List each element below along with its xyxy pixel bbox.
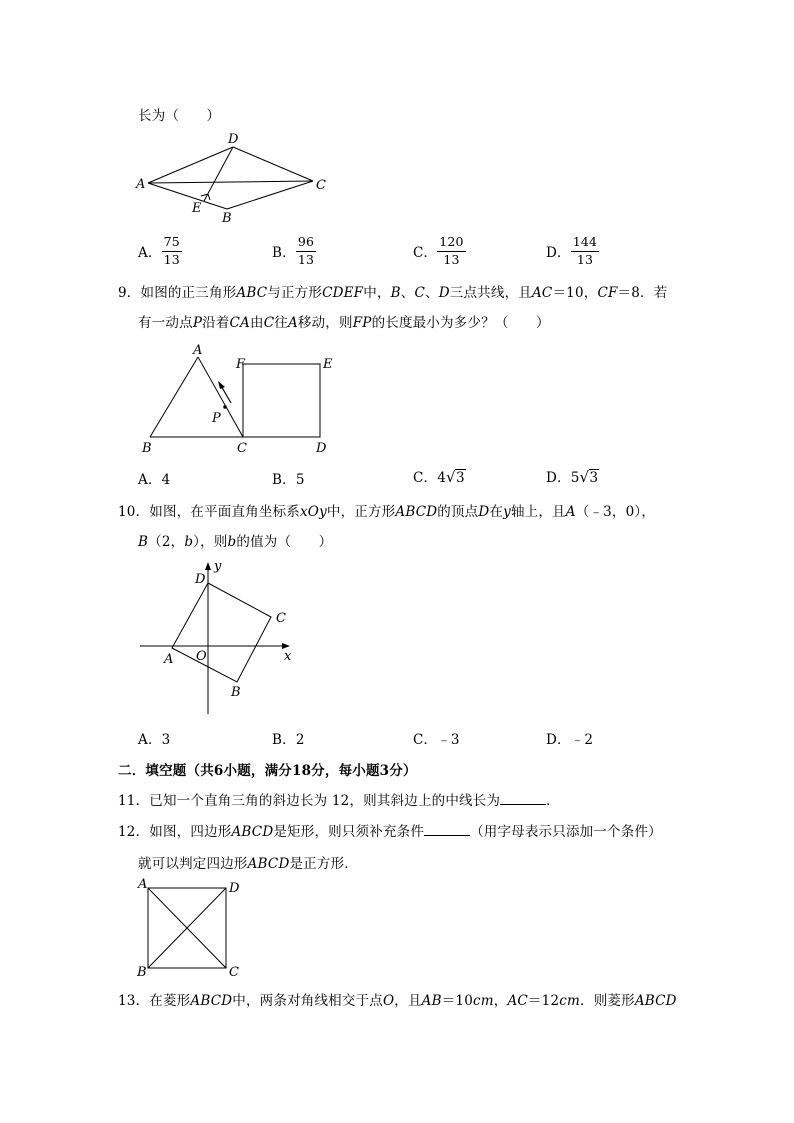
q10-option-a: A．3 (138, 732, 171, 748)
line-de (204, 147, 233, 201)
q13-text: 13．在菱形ABCD中，两条对角线相交于点O，且AB＝10cm，AC＝12cm．则菱形ABCD (118, 993, 677, 1009)
q10-line1: 10．如图，在平面直角坐标系xOy中，正方形ABCD的顶点D在y轴上，且A（﹣3，0）， (118, 504, 656, 520)
q10-option-b: B．2 (272, 732, 305, 748)
label-c: C (237, 441, 247, 456)
q10-option-d: D．﹣2 (546, 732, 594, 748)
q11-text: 11．已知一个直角三角的斜边长为 12，则其斜边上的中线长为 ． (118, 793, 560, 809)
label-b: B (231, 685, 241, 700)
line-cb (227, 181, 313, 209)
q8-tail-text: 长为（ ） (138, 108, 221, 124)
q9-option-c: C．4 √ 3 (413, 468, 465, 486)
q9-line2: 有一动点P沿着CA由C往A移动，则FP的长度最小为多少？（ ） (138, 315, 550, 331)
label-a: A (193, 343, 203, 358)
label-d: D (228, 132, 239, 147)
q8-figure (130, 128, 340, 228)
label-b: B (222, 211, 232, 226)
q10-figure (136, 556, 306, 721)
square-abcd (172, 583, 271, 682)
q8-option-a: A． $\frac{75}{13}$ (138, 234, 180, 267)
label-c: C (276, 611, 286, 626)
arrow-head (218, 381, 225, 389)
q9-option-d: D．5 √ 3 (546, 468, 599, 486)
line-ad (148, 147, 233, 183)
q12-line1: 12．如图，四边形ABCD是矩形，则只须补充条件 （用字母表示只添加一个条件） (118, 824, 662, 840)
q10-option-c: C．﹣3 (413, 732, 460, 748)
q8-option-b: B． $\frac{96}{13}$ (272, 234, 315, 267)
point-p (223, 405, 227, 409)
section-heading-fill-in: 二．填空题（共6小题，满分18分，每小题3分） (118, 763, 417, 779)
line-dc (233, 147, 313, 181)
q9-figure (136, 340, 346, 460)
line-ba (148, 183, 227, 209)
label-c: C (229, 965, 239, 980)
q10-line2: B（2，b），则b的值为（ ） (138, 534, 333, 550)
label-p: P (212, 411, 221, 426)
label-a: A (138, 877, 148, 892)
label-c: C (316, 178, 326, 193)
y-axis-arrow (205, 562, 211, 570)
label-e: E (192, 201, 202, 216)
q9-line1: 9．如图的正三角形ABC与正方形CDEF中，B、C、D三点共线，且AC＝10，CF＝8．若 (118, 285, 668, 301)
line-ac (148, 181, 313, 183)
label-b: B (142, 441, 152, 456)
q12-figure (134, 874, 254, 980)
q12-answer-blank (424, 823, 470, 836)
label-a: A (164, 652, 174, 667)
label-b: B (137, 965, 147, 980)
label-d: D (229, 881, 240, 896)
label-d: D (195, 572, 206, 587)
label-e: E (323, 357, 333, 372)
label-y: y (214, 559, 222, 574)
q11-answer-blank (500, 792, 546, 805)
line-ab (150, 357, 198, 437)
square-cdef (243, 364, 320, 437)
label-a: A (136, 177, 146, 192)
q9-option-a: A．4 (138, 472, 171, 488)
q12-line2: 就可以判定四边形ABCD是正方形． (138, 856, 358, 872)
q8-option-c: C． $\frac{120}{13}$ (413, 234, 464, 267)
q9-option-b: B．5 (272, 472, 305, 488)
q8-option-d: D． $\frac{144}{13}$ (546, 234, 598, 267)
label-x: x (284, 649, 292, 664)
label-f: F (236, 357, 246, 372)
label-o: O (196, 649, 207, 664)
label-d: D (316, 441, 327, 456)
